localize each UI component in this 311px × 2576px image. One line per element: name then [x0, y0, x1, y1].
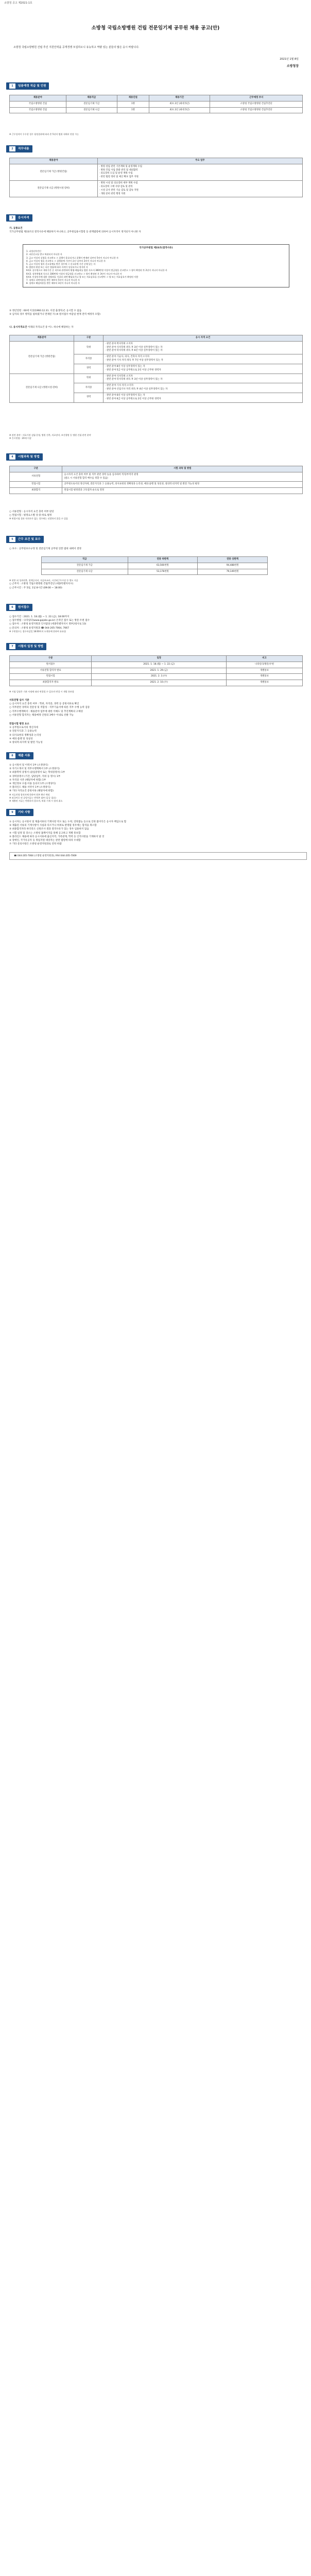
table-header: 근무예정 부서	[210, 95, 303, 101]
section-header: 8 제출 서류	[6, 752, 33, 759]
common-requirement: 국가공무원법 제33조의 결격사유에 해당하지 아니하고, 공무원임용시험령 등 관계법령에 의하여 응시자격이 정지되지 아니한 자	[9, 231, 141, 234]
qualifications-table: 채용분야 구분 응시 자격 요건 전문임기제 가급 (병원건립) 학위 · 관련 분야 박사학위 소지자 · 관련 분야 석사학위 취득 후 3년 이상 실무경력이 있는 자 · 관련 분야 학사학위 취득 후 6년 이상 실무경력이 있는 자 자격증 · 관련 분야 기술사, 의사, 건축사 자격 소지자 · 관련 분야 기사 자격 취득 후 7년 이상 실무경력이 있는 자 경력 · 관련 분야 8년 이상 실무경력이 있는 자 · 관련 분야 5급 이상 공무원으로 2년 이상 근무한 경력자 전문임기제 나급 (병원시설·장비) 학위 · 관련 분야 석사학위 소지자 · 관련 분야 학사학위 취득 후 3년 이상 실무경력이 있는 자 자격증 · 관련 분야 기사 자격 소지자 · 관련 분야 산업기사 자격 취득 후 4년 이상 실무경력이 있는 자 경력 · 관련 분야 6년 이상 실무경력이 있는 자 · 관련 분야 6급 이상 공무원으로 2년 이상 근무한 경력자	[9, 335, 303, 403]
table-row: 경력 · 관련 분야 6년 이상 실무경력이 있는 자 · 관련 분야 6급 이상 공무원으로 2년 이상 근무한 경력자	[10, 393, 303, 402]
table-header: 채용분야	[10, 95, 66, 101]
list-item: ⑤ 자격증 사본 (해당자에 한함) 1부	[9, 778, 46, 782]
list-item: ③ 최종합격자라 하더라도 신원조사 결과 결격사유가 있는 경우 임용하지 않음	[9, 828, 89, 831]
duties-table: 채용분야 주요 업무 전문임기제 가급 (병원건립) · 병원 설립 관련 기본계획 및 운영계획 수립 · 병원 건립 사업 총괄 관리 및 대외협력 · 의료장비 도입 및 운영 계획 수립 · 관련 법령 정비 및 예산 확보 업무 지원 전문임기제 나급 (병원시설·장비) · 병원 시설 및 의료장비 세부 계획 수립 · 의료장비 구매 사양 검토 및 관리 · 시설 공사 관련 기술 검토 및 감독 지원 · 개원 준비 관련 행정 지원	[9, 158, 303, 197]
documents-list: ① 응시원서 및 이력서 1부 (소정양식) ② 자기소개서 및 직무수행계획서 1부 (소정양식) ③ 최종학력 증명서 (졸업증명서 또는 학위증명서) 1부 ④ 경력증명서 (기간, 담당업무, 직위 등 명시) 1부 ⑤ 자격증 사본 (해당자에 한함) 1부 ⑥ 개인정보 수집·이용 동의서 1부 (소정양식) ⑦ 블라인드 채용 서약서 1부 (소정양식) ⑧ 기타 자격요건 증빙서류 (해당자에 한함) ※ 서류전형 합격자에 한하여 원본 확인 예정 ※ 외국어로 된 증빙서류는 번역본 첨부 (공증 필요) ※ 제출된 서류는 반환하지 않으며, 허위 기재 시 합격 취소	[9, 764, 303, 803]
list-item: ② 제출된 서류의 기재사항이 사실과 다르거나 허위로 판명될 경우에는 합격을 취소함	[9, 824, 97, 827]
table-header: 채용인원	[117, 95, 149, 101]
table-row: 국립소방병원 건립 전문임기제 가급 1명 최초 2년 (최대 5년) 소방청 국립소방병원 건립추진단	[10, 101, 303, 107]
list-item: ③ 최종학력 증명서 (졸업증명서 또는 학위증명서) 1부	[9, 771, 65, 774]
table-header: 채용기간	[149, 95, 210, 101]
notice-date: 2021년 1월 8일	[280, 58, 299, 61]
table-row: 서류전형 합격자 발표 2021. 1. 29.(금) 개별통보	[10, 668, 303, 674]
list-item: ⑤ 블라인드 채용에 따라 응시서류에 출신지역, 가족관계, 학력 등 인적사항을 기재하지 말 것	[9, 835, 105, 838]
section-header: 2 직무내용	[6, 145, 32, 152]
section-header: 4 시험과목 및 방법	[6, 453, 43, 461]
list-item: ① 응시자는 응시원서 및 제출서류의 기재사항 착오 또는 누락, 연락불능 등으로 인한 불이익은 응시자 책임으로 함	[9, 821, 127, 823]
notice-number: 소방청 공고 제2021-1호	[4, 2, 32, 5]
salary-table: 직급 연봉 하한액 연봉 상한액 전문임기제 가급 63,560천원 94,488천원 전문임기제 나급 53,178천원 79,149천원	[41, 556, 268, 575]
page-title: 소방청 국립소방병원 건립 전문임기제 공무원 채용 공고(안)	[91, 25, 220, 31]
list-item: ⑦ 기타 문의사항은 소방청 운영지원과로 연락 바람	[9, 843, 62, 846]
list-item: ⑦ 블라인드 채용 서약서 1부 (소정양식)	[9, 786, 51, 789]
table-row: 전문임기제 나급 53,178천원 79,149천원	[42, 569, 268, 575]
issuing-org: 소방청장	[286, 64, 299, 68]
table-row: 전문임기제 가급 (병원건립) · 병원 설립 관련 기본계획 및 운영계획 수립 · 병원 건립 사업 총괄 관리 및 대외협력 · 의료장비 도입 및 운영 계획 수립 · 관련 법령 정비 및 예산 확보 업무 지원	[10, 164, 303, 180]
table-row: 전문임기제 가급 63,560천원 94,488천원	[42, 563, 268, 569]
table-row: 전문임기제 가급 (병원건립) 학위 · 관련 분야 박사학위 소지자 · 관련 분야 석사학위 취득 후 3년 이상 실무경력이 있는 자 · 관련 분야 학사학위 취득 후 6년 이상 실무경력이 있는 자	[10, 341, 303, 354]
table-row: 자격증 · 관련 분야 기술사, 의사, 건축사 자격 소지자 · 관련 분야 기사 자격 취득 후 7년 이상 실무경력이 있는 자	[10, 354, 303, 364]
application-info: ○ 접수기간 : 2021. 1. 18.(월) ~ 1. 22.(금), 18:00까지 ○ 접수방법 : 나라일터(www.gojobs.go.kr) 온라인 접수 또는 방문·우편 접수 ○ 접수처 : 소방청 운영지원과 인사담당 (세종특별자치시 정부2청사로 13) ○ 문의처 : 소방청 운영지원과 ☎ 044-205-7064, 7067 ※ 우편접수는 접수마감일 18:00까지 도착분에 한하여 유효함	[9, 616, 90, 633]
intro-text: 소방청 국립소방병원 건립 추진 지원인력을 공개경쟁 모집하오니 유능하고 역량 있는 분들의 많은 응시 바랍니다.	[13, 46, 140, 49]
table-row: 전문임기제 나급 (병원시설·장비) 학위 · 관련 분야 석사학위 소지자 · 관련 분야 학사학위 취득 후 3년 이상 실무경력이 있는 자	[10, 374, 303, 383]
schedule-table: 구분 일정 비고 원서접수 2021. 1. 18.(월) ~ 1. 22.(금) 나라일터/방문/우편 서류전형 합격자 발표 2021. 1. 29.(금) 개별통보 면접시험 2021. 2. 3.(수) 개별통보 최종합격자 발표 2021. 2. 10.(수) 개별통보	[9, 655, 303, 686]
list-item: ⑧ 기타 자격요건 증빙서류 (해당자에 한함)	[9, 790, 54, 793]
list-item: ② 자기소개서 및 직무수행계획서 1부 (소정양식)	[9, 768, 60, 771]
list-item: ⑥ 개인정보 수집·이용 동의서 1부 (소정양식)	[9, 783, 56, 786]
table-row: 면접시험 2021. 2. 3.(수) 개별통보	[10, 674, 303, 680]
list-item: ④ 시험 일정 및 장소는 소방청 홈페이지를 통해 공고하고 개별 통보함	[9, 832, 81, 835]
section-header: 6 원서접수	[6, 604, 32, 611]
list-item: ① 응시원서 및 이력서 1부 (소정양식)	[9, 764, 48, 767]
table-row: 전문임기제 나급 (병원시설·장비) · 병원 시설 및 의료장비 세부 계획 수립 · 의료장비 구매 사양 검토 및 관리 · 시설 공사 관련 기술 검토 및 감독 지원 · 개원 준비 관련 행정 지원	[10, 181, 303, 197]
list-item: ④ 경력증명서 (기간, 담당업무, 직위 등 명시) 1부	[9, 775, 61, 778]
table-row: 국립소방병원 건립 전문임기제 나급 1명 최초 2년 (최대 5년) 소방청 국립소방병원 건립추진단	[10, 107, 303, 113]
table-note: ※ 근무성적이 우수할 경우 평정결과에 따라 총 5년의 범위 내에서 연장 가능	[9, 133, 79, 135]
section-header: 9 기타 사항	[6, 809, 33, 816]
list-item: ⑥ 장애인, 국가유공자 등 취업지원 대상자는 관련 법령에 따라 우대함	[9, 839, 81, 842]
notice-page: 소방청 공고 제2021-1호 소방청 국립소방병원 건립 전문임기제 공무원 채용 공고(안) 소방청 국립소방병원 건립 추진 지원인력을 공개경쟁 모집하오니 유능하고 역량 있는 분들의 많은 응시 바랍니다. 2021년 1월 8일 소방청장 1 임용예정 직급 및 인원 채용분야 채용직급 채용인원 채용기간 근무예정 부서 국립소방병원 건립 전문임기제 가급 1명 최초 2년 (최대 5년) 소방청 국립소방병원 건립추진단 국립소방병원 건립 전문임기제 나급 1명 최초 2년 (최대 5년) 소방청 국립소방병원 건립추진단 ※ 근무성적이 우수할 경우 평정결과에 따라 총 5년의 범위 내에서 연장 가능 2 직무내용 채용분야 주요 업무 전문임기제 가급 (병원건립) · 병원 설립 관련 기본계획 및 운영계획 수립 · 병원 건립 사업 총괄 관리 및 대외협력 · 의료장비 도입 및 운영 계획 수립 · 관련 법령 정비 및 예산 확보 업무 지원 전문임기제 나급 (병원시설·장비) · 병원 시설 및 의료장비 세부 계획 수립 · 의료장비 구매 사양 검토 및 관리 · 시설 공사 관련 기술 검토 및 감독 지원 · 개원 준비 관련 행정 지원 3 응시자격 가. 공통요건 국가공무원법 제33조의 결격사유에 해당하지 아니하고, 공무원임용시험령 등 관계법령에 의하여 응시자격이 정지되지 아니한 자 국가공무원법 제33조(결격사유) 1. 피성년후견인 2. 파산선고를 받고 복권되지 아니한 자 3. 금고 이상의 실형을 선고받고 그 집행이 종료되거나 집행이 면제된 날부터 5년이 지나지 아니한 자 4. 금고 이상의 형을 선고받고 그 집행유예 기간이 끝난 날부터 2년이 지나지 아니한 자 5. 금고 이상의 형의 선고유예를 받은 경우에 그 선고유예 기간 중에 있는 자 6. 법원의 판결 또는 다른 법률에 따라 자격이 상실되거나 정지된 자 6의2. 공무원으로 재직기간 중 직무와 관련하여 횡령·배임죄를 범한 자로서 300만원 이상의 벌금형을 선고받고 그 형이 확정된 후 2년이 지나지 아니한 자 6의3. 성폭력범죄 등으로 100만원 이상의 벌금형을 선고받고 그 형이 확정된 후 3년이 지나지 아니한 자 6의4. 미성년자에 대한 성범죄를 저질러 파면·해임되거나 형 또는 치료감호를 선고받아 그 형 또는 치료감호가 확정된 사람 7. 징계로 파면처분을 받은 때부터 5년이 지나지 아니한 자 8. 징계로 해임처분을 받은 때부터 3년이 지나지 아니한 자 ② 정년연령 : 60세 이상(1960.12.31. 이전 출생자)은 응시할 수 없음 ③ 남자의 경우 병역을 필하였거나 면제된 자 (※ 원서접수 마감일 현재 전역 예정자 포함) 나. 응시자격요건 아래의 자격요건 중 어느 하나에 해당하는 자 채용분야 구분 응시 자격 요건 전문임기제 가급 (병원건립) 학위 · 관련 분야 박사학위 소지자 · 관련 분야 석사학위 취득 후 3년 이상 실무경력이 있는 자 · 관련 분야 학사학위 취득 후 6년 이상 실무경력이 있는 자 자격증 · 관련 분야 기술사, 의사, 건축사 자격 소지자 · 관련 분야 기사 자격 취득 후 7년 이상 실무경력이 있는 자 경력 · 관련 분야 8년 이상 실무경력이 있는 자 · 관련 분야 5급 이상 공무원으로 2년 이상 근무한 경력자 전문임기제 나급 (병원시설·장비) 학위 · 관련 분야 석사학위 소지자 · 관련 분야 학사학위 취득 후 3년 이상 실무경력이 있는 자 자격증 · 관련 분야 기사 자격 소지자 · 관련 분야 산업기사 자격 취득 후 4년 이상 실무경력이 있는 자 경력 · 관련 분야 6년 이상 실무경력이 있는 자 · 관련 분야 6급 이상 공무원으로 2년 이상 근무한 경력자 ※ 관련 분야 : 의료기관 설립·운영, 병원 건축, 의료장비, 보건행정 등 병원 건립 관련 분야 ※ 응시연령 : 20세 이상 4 시험과목 및 방법 구분 시험 과목 및 방법 서류전형 응시자격 요건 충족 여부 및 직무 관련 경력 등을 심사하여 적격/부적격 판정 (필요 시 서류전형 합격 배수를 정할 수 있음) 면접시험 공무원으로서의 정신자세, 전문지식과 그 응용능력, 의사표현의 정확성과 논리성, 예의·품행 및 성실성, 창의력·의지력 및 발전 가능성 평정 최종합격 면접시험 평정결과 고득점자 순으로 결정 ○ 서류전형 : 응시자격 요건 충족 여부 판단 ○ 면접시험 : 평정요소별 상·중·하로 평정 ※ 면접시험 결과 적격자가 없는 경우에는 선발하지 않을 수 있음 5 근무 조건 및 보수 ○ 보수 : 공무원보수규정 및 전문임기제 공무원 연봉 범위 내에서 결정 직급 연봉 하한액 연봉 상한액 전문임기제 가급 63,560천원 94,488천원 전문임기제 나급 53,178천원 79,149천원 ※ 연봉 외 성과연봉, 정액급식비, 직급보조비, 시간외근무수당 등 별도 지급 ○ 근무지 : 소방청 국립소방병원 건립추진단 (세종특별자치시) ○ 근무시간 : 주 5일, 1일 8시간 (09:00 ~ 18:00) 6 원서접수 ○ 접수기간 : 2021. 1. 18.(월) ~ 1. 22.(금), 18:00까지 ○ 접수방법 : 나라일터(www.gojobs.go.kr) 온라인 접수 또는 방문·우편 접수 ○ 접수처 : 소방청 운영지원과 인사담당 (세종특별자치시 정부2청사로 13) ○ 문의처 : 소방청 운영지원과 ☎ 044-205-7064, 7067 ※ 우편접수는 접수마감일 18:00까지 도착분에 한하여 유효함 7 시험의 일정 및 방법 구분 일정 비고 원서접수 2021. 1. 18.(월) ~ 1. 22.(금) 나라일터/방문/우편 서류전형 합격자 발표 2021. 1. 29.(금) 개별통보 면접시험 2021. 2. 3.(수) 개별통보 최종합격자 발표 2021. 2. 10.(수) 개별통보 ※ 시험 일정은 기관 사정에 따라 변경될 수 있으며 변경 시 개별 통보함 서류전형 심사 기준 ○ 응시자격 요건 충족 여부 : 학위, 자격증, 경력 등 증빙서류로 확인 ○ 직무관련 경력의 전문성 및 적합성 : 직무기술서에 따른 직무 수행 능력 검증 ○ 직무수행계획서 : 채용분야 업무에 대한 이해도 및 추진계획의 구체성 ○ 서류전형 합격자는 채용예정 인원의 3배수 이내로 선발 가능 면접시험 평정 요소 ① 공무원으로서의 정신자세 ② 전문지식과 그 응용능력 ③ 의사표현의 정확성과 논리성 ④ 예의·품행 및 성실성 ⑤ 창의력·의지력 및 발전 가능성 8 제출 서류 ① 응시원서 및 이력서 1부 (소정양식) ② 자기소개서 및 직무수행계획서 1부 (소정양식) ③ 최종학력 증명서 (졸업증명서 또는 학위증명서) 1부 ④ 경력증명서 (기간, 담당업무, 직위 등 명시) 1부 ⑤ 자격증 사본 (해당자에 한함) 1부 ⑥ 개인정보 수집·이용 동의서 1부 (소정양식) ⑦ 블라인드 채용 서약서 1부 (소정양식) ⑧ 기타 자격요건 증빙서류 (해당자에 한함) ※ 서류전형 합격자에 한하여 원본 확인 예정 ※ 외국어로 된 증빙서류는 번역본 첨부 (공증 필요) ※ 제출된 서류는 반환하지 않으며, 허위 기재 시 합격 취소 9 기타 사항 ① 응시자는 응시원서 및 제출서류의 기재사항 착오 또는 누락, 연락불능 등으로 인한 불이익은 응시자 책임으로 함 ② 제출된 서류의 기재사항이 사실과 다르거나 허위로 판명될 경우에는 합격을 취소함 ③ 최종합격자라 하더라도 신원조사 결과 결격사유가 있는 경우 임용하지 않음 ④ 시험 일정 및 장소는 소방청 홈페이지를 통해 공고하고 개별 통보함 ⑤ 블라인드 채용에 따라 응시서류에 출신지역, 가족관계, 학력 등 인적사항을 기재하지 말 것 ⑥ 장애인, 국가유공자 등 취업지원 대상자는 관련 법령에 따라 우대함 ⑦ 기타 문의사항은 소방청 운영지원과로 연락 바람 ☎ 044-205-7064 (소방청 운영지원과), FAX 044-205-7069	[0, 0, 311, 2576]
table-row: 최종합격 면접시험 평정결과 고득점자 순으로 결정	[10, 488, 303, 494]
disqualification-box: 국가공무원법 제33조(결격사유) 1. 피성년후견인 2. 파산선고를 받고 복권되지 아니한 자 3. 금고 이상의 실형을 선고받고 그 집행이 종료되거나 집행이 면제된 날부터 5년이 지나지 아니한 자 4. 금고 이상의 형을 선고받고 그 집행유예 기간이 끝난 날부터 2년이 지나지 아니한 자 5. 금고 이상의 형의 선고유예를 받은 경우에 그 선고유예 기간 중에 있는 자 6. 법원의 판결 또는 다른 법률에 따라 자격이 상실되거나 정지된 자 6의2. 공무원으로 재직기간 중 직무와 관련하여 횡령·배임죄를 범한 자로서 300만원 이상의 벌금형을 선고받고 그 형이 확정된 후 2년이 지나지 아니한 자 6의3. 성폭력범죄 등으로 100만원 이상의 벌금형을 선고받고 그 형이 확정된 후 3년이 지나지 아니한 자 6의4. 미성년자에 대한 성범죄를 저질러 파면·해임되거나 형 또는 치료감호를 선고받아 그 형 또는 치료감호가 확정된 사람 7. 징계로 파면처분을 받은 때부터 5년이 지나지 아니한 자 8. 징계로 해임처분을 받은 때부터 3년이 지나지 아니한 자	[23, 244, 289, 287]
section-header: 3 응시자격	[6, 214, 32, 222]
section-header: 7 시험의 일정 및 방법	[6, 643, 46, 650]
contact-box: ☎ 044-205-7064 (소방청 운영지원과), FAX 044-205-7069	[9, 852, 307, 860]
section-header: 1 임용예정 직급 및 인원	[6, 82, 49, 90]
positions-table	[9, 95, 303, 113]
table-row: 경력 · 관련 분야 8년 이상 실무경력이 있는 자 · 관련 분야 5급 이상 공무원으로 2년 이상 근무한 경력자	[10, 364, 303, 374]
table-header: 채용직급	[66, 95, 117, 101]
table-row: 자격증 · 관련 분야 기사 자격 소지자 · 관련 분야 산업기사 자격 취득 후 4년 이상 실무경력이 있는 자	[10, 383, 303, 393]
section-header: 5 근무 조건 및 보수	[6, 536, 44, 543]
table-row: 최종합격자 발표 2021. 2. 10.(수) 개별통보	[10, 680, 303, 686]
etc-list	[9, 820, 303, 846]
exam-table: 구분 시험 과목 및 방법 서류전형 응시자격 요건 충족 여부 및 직무 관련 경력 등을 심사하여 적격/부적격 판정 (필요 시 서류전형 합격 배수를 정할 수 있음) 면접시험 공무원으로서의 정신자세, 전문지식과 그 응용능력, 의사표현의 정확성과 논리성, 예의·품행 및 성실성, 창의력·의지력 및 발전 가능성 평정 최종합격 면접시험 평정결과 고득점자 순으로 결정	[9, 466, 303, 494]
table-row: 서류전형 응시자격 요건 충족 여부 및 직무 관련 경력 등을 심사하여 적격/부적격 판정 (필요 시 서류전형 합격 배수를 정할 수 있음)	[10, 472, 303, 482]
table-row: 면접시험 공무원으로서의 정신자세, 전문지식과 그 응용능력, 의사표현의 정확성과 논리성, 예의·품행 및 성실성, 창의력·의지력 및 발전 가능성 평정	[10, 482, 303, 488]
table-row: 원서접수 2021. 1. 18.(월) ~ 1. 22.(금) 나라일터/방문/우편	[10, 662, 303, 668]
